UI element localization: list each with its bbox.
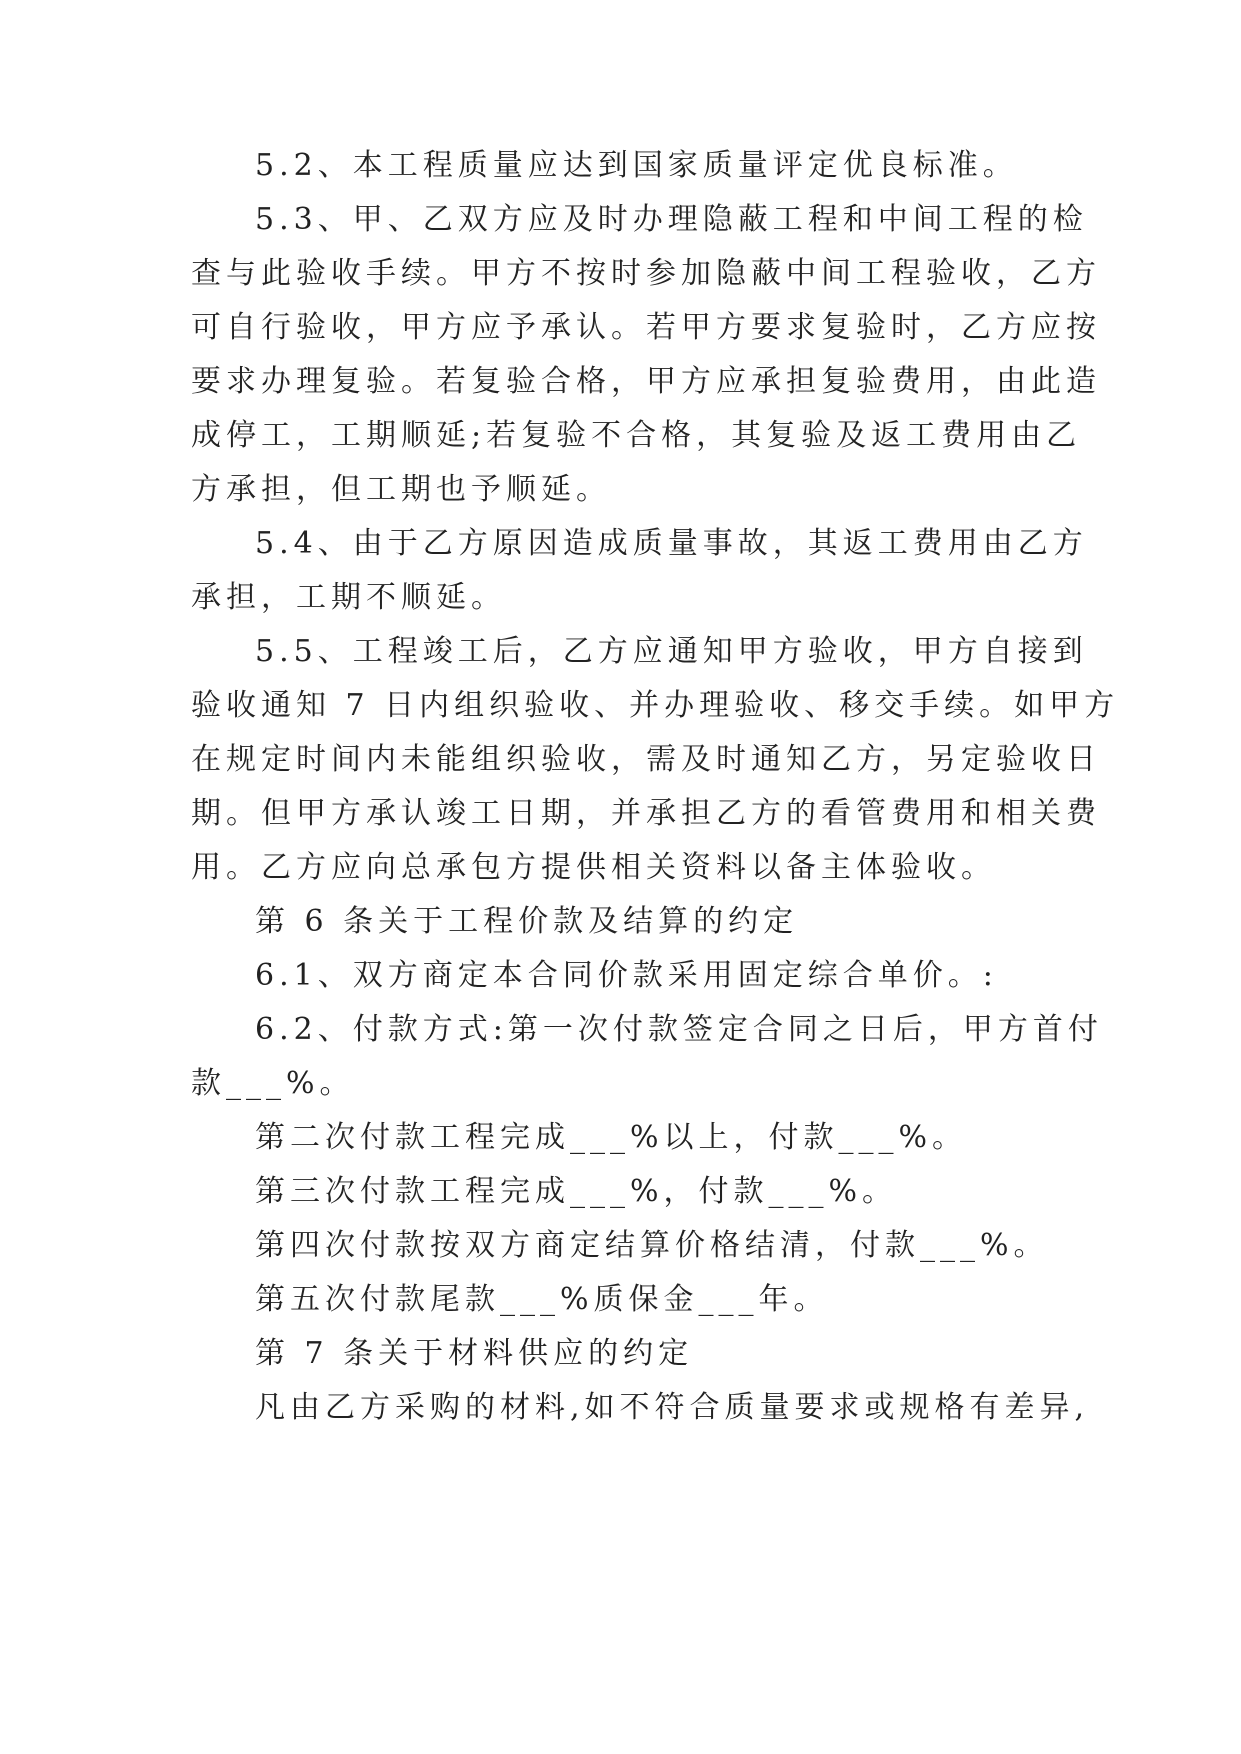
payment-2: 第二次付款工程完成___%以上，付款___%。 (255, 1120, 968, 1155)
clause-5-3-line-5: 成停工，工期顺延;若复验不合格，其复验及返工费用由乙 (191, 418, 1082, 453)
clause-5-3-line-3: 可自行验收，甲方应予承认。若甲方要求复验时，乙方应按 (191, 310, 1101, 345)
clause-6-1: 6.1、双方商定本合同价款采用固定综合单价。: (255, 958, 998, 993)
clause-5-4-line-1: 5.4、由于乙方原因造成质量事故，其返工费用由乙方 (255, 526, 1088, 561)
article-7-line-1: 凡由乙方采购的材料,如不符合质量要求或规格有差异, (255, 1390, 1090, 1425)
clause-5-5-line-3: 在规定时间内未能组织验收，需及时通知乙方，另定验收日 (191, 742, 1101, 777)
clause-5-5-line-4: 期。但甲方承认竣工日期，并承担乙方的看管费用和相关费 (191, 796, 1101, 831)
clause-5-3-line-4: 要求办理复验。若复验合格，甲方应承担复验费用，由此造 (191, 364, 1101, 399)
article-7-heading: 第 7 条关于材料供应的约定 (255, 1336, 694, 1371)
clause-5-3-line-1: 5.3、甲、乙双方应及时办理隐蔽工程和中间工程的检 (255, 202, 1088, 237)
payment-5: 第五次付款尾款___%质保金___年。 (255, 1282, 829, 1317)
clause-5-5-line-2: 验收通知 7 日内组织验收、并办理验收、移交手续。如甲方 (191, 688, 1120, 723)
clause-5-3-line-2: 查与此验收手续。甲方不按时参加隐蔽中间工程验收，乙方 (191, 256, 1101, 291)
clause-5-3-line-6: 方承担，但工期也予顺延。 (191, 472, 611, 507)
clause-6-2-line-1: 6.2、付款方式:第一次付款签定合同之日后，甲方首付 (255, 1012, 1103, 1047)
clause-5-5-line-5: 用。乙方应向总承包方提供相关资料以备主体验收。 (191, 850, 996, 885)
clause-5-2: 5.2、本工程质量应达到国家质量评定优良标准。 (255, 148, 1018, 183)
clause-5-4-line-2: 承担，工期不顺延。 (191, 580, 506, 615)
clause-6-2-line-2: 款___%。 (191, 1066, 355, 1101)
payment-3: 第三次付款工程完成___%，付款___%。 (255, 1174, 898, 1209)
payment-4: 第四次付款按双方商定结算价格结清，付款___%。 (255, 1228, 1049, 1263)
article-6-heading: 第 6 条关于工程价款及结算的约定 (255, 904, 799, 939)
clause-5-5-line-1: 5.5、工程竣工后，乙方应通知甲方验收，甲方自接到 (255, 634, 1088, 669)
